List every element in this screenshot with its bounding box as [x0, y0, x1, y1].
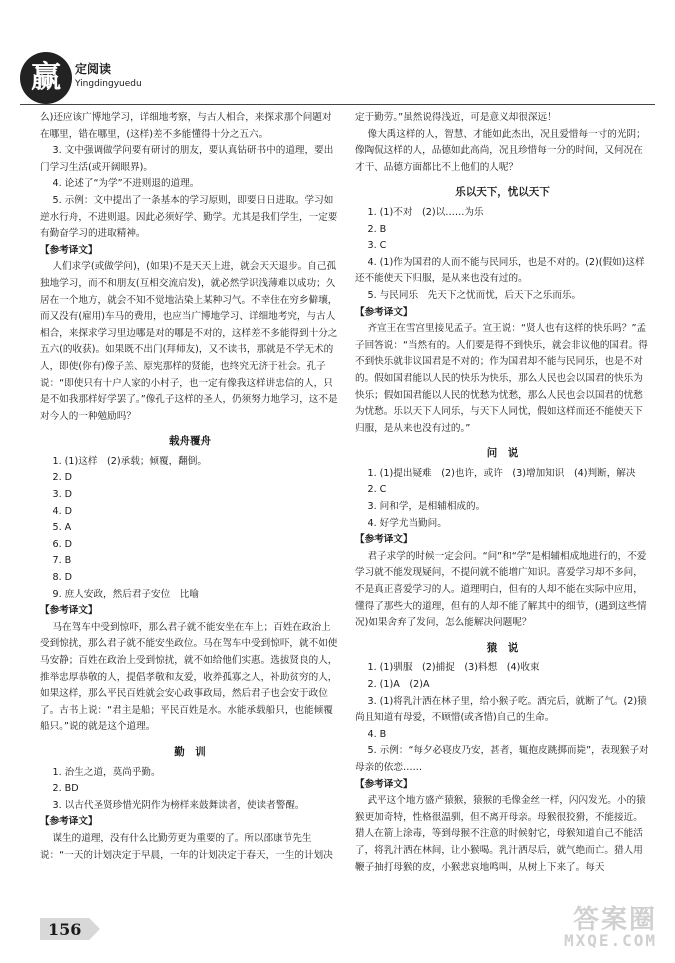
header-rule [20, 104, 655, 105]
translation-paragraph: 齐宣王在雪宫里接见孟子。宣王说：“贤人也有这样的快乐吗？”孟子回答说：“当然有的。人们要是得不到快乐，就会非议他的国君。得不到快乐就非议国君是不对的；作为国君却不能与民同乐，也是不对的。假如国君能以人民的快乐为快乐，那么人民也会以国君的快乐为快乐；假如国君能以人民的忧愁为忧愁，那么人民也会以国君的忧愁为忧愁。乐以天下人同乐，与天下人同忧，假如这样而还不能使天下归服，是从来也没有过的。” [355, 323, 648, 434]
answer-item: 2. (1)A (2)A [367, 679, 430, 690]
answer-item: 9. 庶人安政，然后君子安位 比喻 [52, 588, 199, 600]
watermark-line-2: MXQE.COM [563, 931, 657, 950]
answer-item: 2. C [367, 484, 387, 496]
answer-item: 3. 以古代圣贤珍惜光阴作为榜样来鼓舞读者，使读者警醒。 [52, 799, 305, 811]
section-heading: 载舟覆舟 [169, 435, 211, 448]
answer-item: 5. 与民同乐 先天下之忧而忧，后天下之乐而乐。 [367, 289, 582, 301]
answer-item: 3. 文中强调做学问要有研讨的朋友，要认真钻研书中的道理，要出门学习生活(或开阔眼界)。 [40, 145, 334, 173]
answer-item: 8. D [52, 572, 73, 584]
paragraph: 定于勤劳。”虽然说得浅近，可是意义却很深远！ [355, 112, 557, 123]
answer-item: 3. 问和学，是相辅相成的。 [367, 501, 486, 513]
answer-item: 6. D [52, 538, 73, 550]
answer-item: 4. 论述了“为学”不进则退的道理。 [52, 178, 200, 190]
watermark-line-1: 答案圈 [572, 905, 657, 935]
translation-paragraph: 像大禹这样的人，智慧、才能如此杰出，况且爱惜每一寸的光阴；像陶侃这样的人，品德如此高尚，况且珍惜每一分的时间，又何况在才干、品德方面都比不上他们的人呢？ [355, 128, 646, 173]
answer-item: 3. (1)将乳汁洒在林子里，给小猴子吃。酒完后，就断了气。(2)猿尚且知道有母爱，不顾惜(或吝惜)自己的生命。 [355, 695, 647, 724]
paragraph: 么)还应该广博地学习，详细地考察，与古人相合，来探求那个问题对在哪里，错在哪里，(这样)差不多能懂得十分之五六。 [40, 112, 332, 140]
reference-translation-label: 【参考译文】 [40, 244, 98, 256]
answer-item: 4. D [52, 505, 73, 517]
section-heading: 勤 训 [174, 745, 206, 758]
book-series-pinyin: Yingdingyuedu [75, 79, 142, 89]
reference-translation-label: 【参考译文】 [40, 816, 98, 828]
answer-item: 3. C [367, 240, 387, 252]
translation-paragraph: 马在驾车中受到惊吓，那么君子就不能安坐在车上；百姓在政治上受到惊扰，那么君子就不能安坐政位。马在驾车中受到惊吓，就不如使马安静；百姓在政治上受到惊扰，就不如给他们实惠。选拔贤良的人，推举忠厚恭敬的人，提倡孝敬和友爱，收养孤寡之人，补助贫穷的人，如果这样，那么平民百姓就会安心政事政局，然后君子也会安于政位了。古书上说：“君主是船；平民百姓是水。水能承载船只，也能倾覆船只。”说的就是这个道理。 [40, 621, 338, 733]
translation-paragraph: 谋生的道理，没有什么比勤劳更为重要的了。所以邵康节先生说：“一天的计划决定于早晨，一年的计划决定于春天，一生的计划决 [40, 832, 333, 861]
translation-paragraph: 武平这个地方盛产猿猴，猿猴的毛像金丝一样，闪闪发光。小的猿猴更加奇特，性格很温驯，但不离开母亲。母猴很狡猾，不能接近。猎人在箭上涂毒，等到母猴不注意的时候射它，母猴知道自己不能活了，将乳汁洒在林间，让小猴喝。乳汁洒尽后，就气绝而亡。猎人用鞭子抽打母猴的皮，小猴悲哀地鸣叫，从树上下来了。每天 [355, 795, 646, 873]
answer-item: 5. 示例：文中提出了一条基本的学习原则，即要日日进取。学习如逆水行舟，不进则退。因此必须好学、勤学。尤其是我们学生，一定要有勤奋学习的进取精神。 [40, 194, 338, 240]
page-number: 156 [48, 920, 82, 939]
answer-item: 1. (1)驯服 (2)捕捉 (3)料想 (4)收束 [367, 662, 540, 674]
reference-translation-label: 【参考译文】 [355, 306, 413, 318]
answer-item: 1. (1)不对 (2)以……为乐 [367, 206, 484, 218]
left-column [40, 110, 340, 864]
reference-translation-label: 【参考译文】 [40, 605, 98, 617]
logo-emblem: 赢 [20, 52, 72, 104]
answer-item: 1. 治生之道，莫尚乎勤。 [52, 766, 161, 778]
answer-item: 5. 示例：“每夕必寝皮乃安，甚者，辄抱皮跳掷而毙”，表现猴子对母亲的依恋…… [355, 745, 649, 773]
section-heading: 问 说 [486, 447, 519, 460]
answer-item: 4. 好学尤当勤问。 [367, 517, 447, 529]
section-heading: 乐以天下，忧以天下 [455, 186, 550, 199]
answer-item: 2. B [367, 223, 387, 235]
book-series-title: 定阅读 [75, 62, 112, 76]
translation-paragraph: 君子求学的时候一定会问。“问”和“学”是相辅相成地进行的，不爱学习就不能发现疑问，不提问就不能增广知识。喜爱学习却不多问，不是真正喜爱学习的人。道理明白，但有的人却不能在实际中应用，懂得了那些大的道理，但有的人却不能了解其中的细节，(遇到这些情况)如果舍弃了发问，怎么能解决问题呢？ [355, 550, 647, 629]
answer-item: 1. (1)提出疑难 (2)也许，或许 (3)增加知识 (4)判断，解决 [367, 467, 636, 479]
answer-item: 1. (1)这样 (2)承载；倾覆，翻倒。 [52, 455, 207, 467]
answer-item: 5. A [52, 522, 72, 534]
answer-item: 4. (1)作为国君的人而不能与民同乐，也是不对的。(2)(假如)这样还不能使天下归服，是从来也没有过的。 [355, 256, 645, 285]
answer-item: 7. B [52, 555, 72, 567]
translation-paragraph: 人们求学(或做学问)，(如果)不是天天上进，就会天天退步。自己孤独地学习，而不和朋友(互相交流启发)，就必然学识浅薄难以成功；久居在一个地方，就会不知不觉地沾染上某种习气。不幸住在穷乡僻壤，而又没有(雇用)车马的费用，也应当广博地学习、详细地考究，与古人相合，来探求学习里边哪是对的哪是不对的，这样差不多能得到十分之五六(的收获)。如果既不出门(拜师友)，又不读书，那就是不学无术的人，即使(你有)像子羔、原宪那样的贤能，也终究无济于社会。孔子说：“即使只有十户人家的小村子，也一定有像我这样讲忠信的人，只是不如我那样好学罢了。”像孔子这样的圣人，仍须努力地学习，这不是对今人的一种勉励吗？ [40, 261, 338, 422]
brand-logo [20, 52, 142, 104]
reference-translation-label: 【参考译文】 [355, 778, 413, 790]
page-number-tab [40, 918, 120, 942]
right-column [355, 110, 650, 876]
answer-item: 2. BD [52, 783, 79, 795]
watermark [507, 899, 657, 953]
section-heading: 猿 说 [486, 641, 519, 654]
answer-item: 2. D [52, 472, 73, 484]
answer-item: 3. D [52, 489, 73, 501]
reference-translation-label: 【参考译文】 [355, 534, 413, 546]
answer-item: 4. B [367, 728, 387, 740]
